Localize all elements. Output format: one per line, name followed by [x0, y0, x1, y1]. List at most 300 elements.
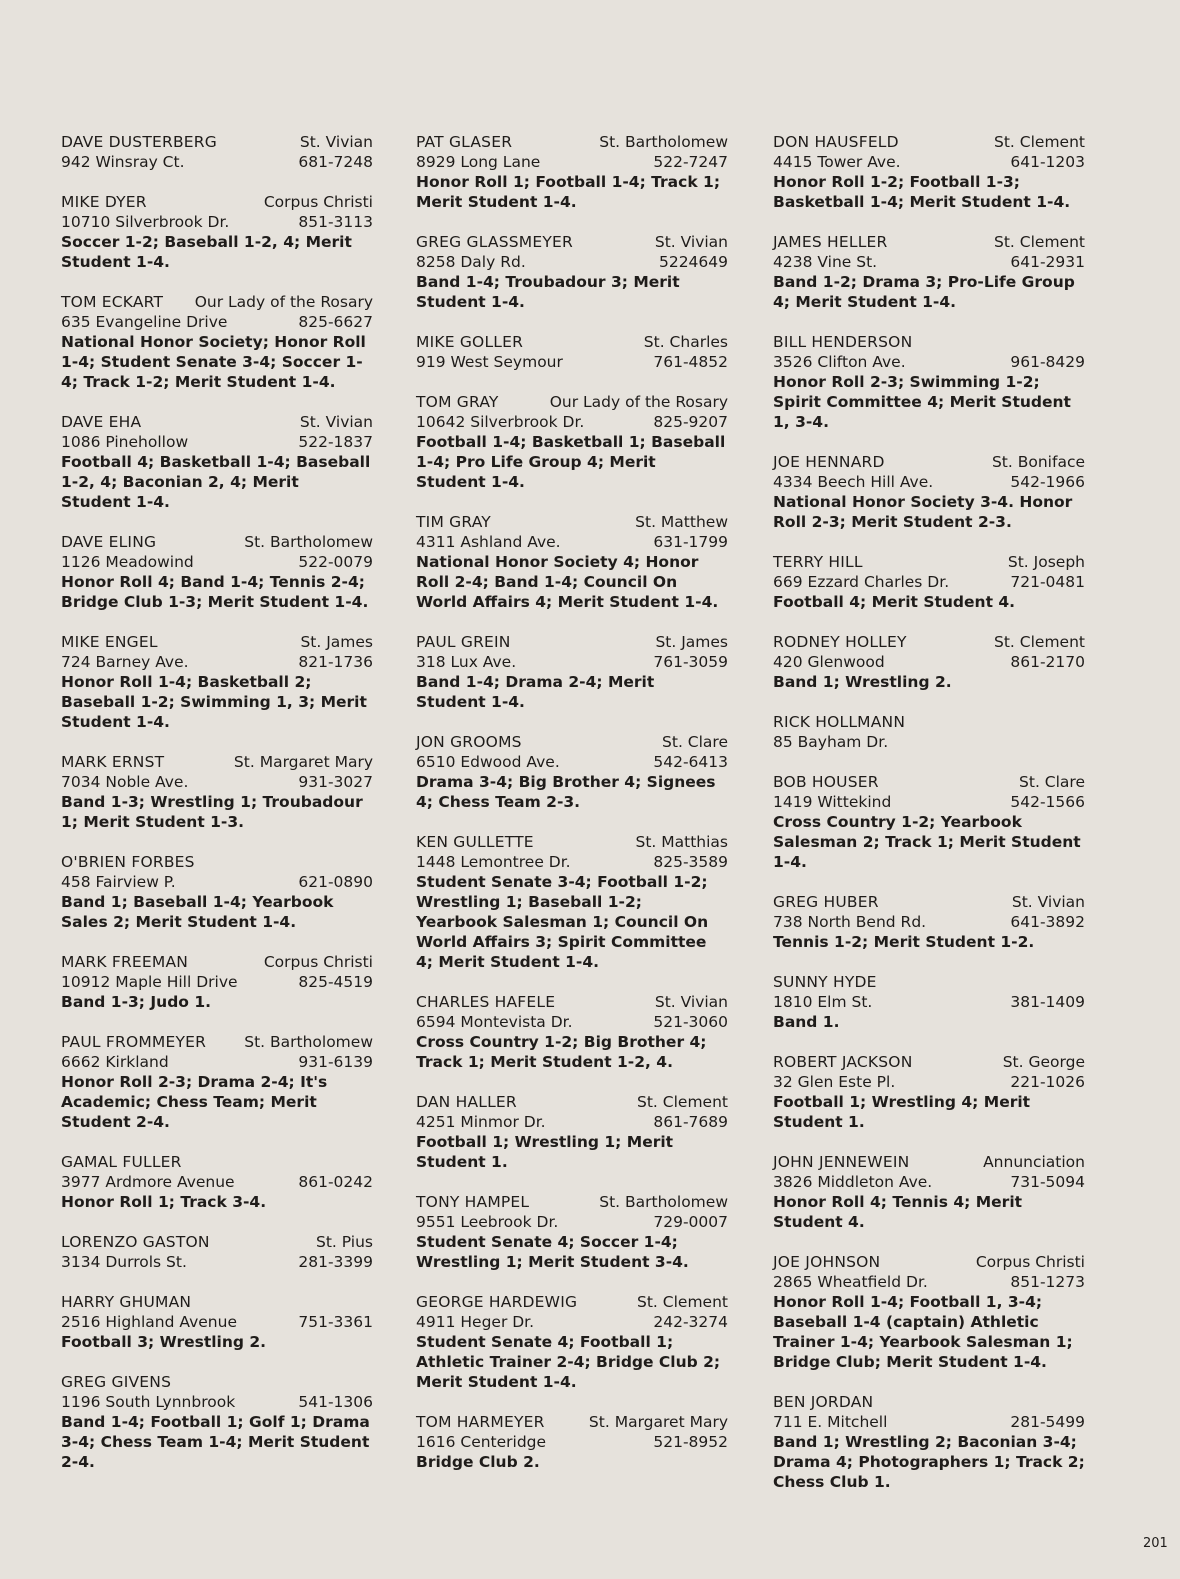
- street-address: 6662 Kirkland: [61, 1053, 169, 1071]
- entry-contact: [773, 1172, 1085, 1192]
- street-address: 919 West Seymour: [416, 353, 563, 371]
- entry-header: [416, 1412, 728, 1432]
- school-name: St. Vivian: [299, 133, 373, 151]
- student-entry: [773, 1052, 1085, 1132]
- entry-header: [416, 512, 728, 532]
- entry-header: [416, 732, 728, 752]
- entry-header: [773, 332, 1085, 352]
- school-name: St. Clare: [662, 733, 728, 751]
- entry-header: [773, 972, 1085, 992]
- entry-contact: [416, 752, 728, 772]
- student-name: BOB HOUSER: [773, 773, 879, 791]
- student-name: JON GROOMS: [416, 733, 522, 751]
- activities-list: Soccer 1-2; Baseball 1-2, 4; Merit Student 1-4.: [61, 233, 352, 271]
- student-name: PAT GLASER: [416, 133, 513, 151]
- activities-list: Football 1; Wrestling 1; Merit Student 1.: [416, 1133, 674, 1171]
- entry-header: [61, 1372, 373, 1392]
- student-entry: [416, 1292, 728, 1392]
- street-address: 1086 Pinehollow: [61, 433, 189, 451]
- student-name: TOM GRAY: [416, 393, 499, 411]
- entry-contact: [61, 1312, 373, 1332]
- student-name: MIKE GOLLER: [416, 333, 524, 351]
- student-entry: [773, 552, 1085, 612]
- street-address: 4911 Heger Dr.: [416, 1313, 535, 1331]
- school-name: St. Clement: [994, 133, 1085, 151]
- entry-contact: [61, 1172, 373, 1192]
- phone-number: 729-0007: [653, 1213, 728, 1231]
- student-entry: [416, 992, 728, 1072]
- entry-contact: [61, 1392, 373, 1412]
- student-entry: [61, 1372, 373, 1472]
- entry-header: [773, 712, 1085, 732]
- entry-header: [61, 132, 373, 152]
- student-entry: [773, 712, 1085, 752]
- directory-column-1: [61, 132, 373, 1492]
- student-entry: [773, 332, 1085, 432]
- school-name: St. Clare: [1019, 773, 1085, 791]
- phone-number: 751-3361: [298, 1313, 373, 1331]
- student-name: O'BRIEN FORBES: [61, 853, 195, 871]
- street-address: 10642 Silverbrook Dr.: [416, 413, 585, 431]
- entry-header: [416, 1292, 728, 1312]
- phone-number: 721-0481: [1010, 573, 1085, 591]
- entry-contact: [773, 152, 1085, 172]
- entry-contact: [773, 1412, 1085, 1432]
- street-address: 635 Evangeline Drive: [61, 313, 228, 331]
- school-name: Our Lady of the Rosary: [194, 293, 373, 311]
- street-address: 458 Fairview P.: [61, 873, 176, 891]
- activities-list: Football 4; Basketball 1-4; Baseball 1-2, 4; Baconian 2, 4; Merit Student 1-4.: [61, 453, 371, 511]
- student-entry: [416, 832, 728, 972]
- entry-header: [61, 412, 373, 432]
- student-entry: [416, 1412, 728, 1472]
- entry-header: [416, 1092, 728, 1112]
- school-name: Corpus Christi: [263, 193, 373, 211]
- student-name: PAUL GREIN: [416, 633, 511, 651]
- entry-contact: [416, 152, 728, 172]
- entry-contact: [773, 732, 1085, 752]
- student-name: TONY HAMPEL: [416, 1193, 530, 1211]
- activities-list: Band 1; Wrestling 2; Baconian 3-4; Drama 4; Photographers 1; Track 2; Chess Club 1.: [773, 1433, 1085, 1491]
- student-name: MIKE DYER: [61, 193, 147, 211]
- school-name: Annunciation: [983, 1153, 1085, 1171]
- school-name: St. Vivian: [654, 233, 728, 251]
- student-entry: [416, 332, 728, 372]
- street-address: 1126 Meadowind: [61, 553, 194, 571]
- student-entry: [61, 132, 373, 172]
- street-address: 9551 Leebrook Dr.: [416, 1213, 559, 1231]
- activities-list: Football 3; Wrestling 2.: [61, 1333, 267, 1351]
- student-name: GREG HUBER: [773, 893, 879, 911]
- school-name: St. Clement: [994, 633, 1085, 651]
- student-entry: [61, 1292, 373, 1352]
- activities-list: Band 1-2; Drama 3; Pro-Life Group 4; Merit Student 1-4.: [773, 273, 1075, 311]
- student-name: TERRY HILL: [773, 553, 863, 571]
- activities-list: National Honor Society 3-4. Honor Roll 2-3; Merit Student 2-3.: [773, 493, 1073, 531]
- school-name: St. Matthew: [635, 513, 728, 531]
- street-address: 942 Winsray Ct.: [61, 153, 185, 171]
- street-address: 2865 Wheatfield Dr.: [773, 1273, 928, 1291]
- student-name: JAMES HELLER: [773, 233, 888, 251]
- school-name: St. Bartholomew: [244, 533, 373, 551]
- phone-number: 541-1306: [298, 1393, 373, 1411]
- entry-header: [61, 632, 373, 652]
- entry-contact: [416, 652, 728, 672]
- street-address: 4251 Minmor Dr.: [416, 1113, 546, 1131]
- activities-list: Student Senate 3-4; Football 1-2; Wrestling 1; Baseball 1-2; Yearbook Salesman 1; Council On World Affairs 3; Spirit Committee 4; Merit Student 1-4.: [416, 873, 709, 971]
- phone-number: 931-3027: [298, 773, 373, 791]
- student-entry: [61, 1032, 373, 1132]
- student-name: SUNNY HYDE: [773, 973, 877, 991]
- activities-list: National Honor Society; Honor Roll 1-4; Student Senate 3-4; Soccer 1-4; Track 1-2; Merit Student 1-4.: [61, 333, 366, 391]
- entry-contact: [416, 1432, 728, 1452]
- entry-contact: [61, 152, 373, 172]
- phone-number: 641-3892: [1010, 913, 1085, 931]
- student-entry: [61, 532, 373, 612]
- street-address: 669 Ezzard Charles Dr.: [773, 573, 950, 591]
- entry-contact: [416, 852, 728, 872]
- student-name: DAVE EHA: [61, 413, 142, 431]
- entry-contact: [416, 532, 728, 552]
- activities-list: Band 1.: [773, 1013, 840, 1031]
- school-name: St. Vivian: [299, 413, 373, 431]
- street-address: 3134 Durrols St.: [61, 1253, 187, 1271]
- entry-contact: [773, 652, 1085, 672]
- student-entry: [416, 1192, 728, 1272]
- phone-number: 631-1799: [653, 533, 728, 551]
- directory-column-3: [773, 132, 1085, 1512]
- street-address: 10912 Maple Hill Drive: [61, 973, 238, 991]
- entry-header: [416, 332, 728, 352]
- entry-header: [61, 752, 373, 772]
- phone-number: 761-3059: [653, 653, 728, 671]
- directory-column-2: [416, 132, 728, 1492]
- student-entry: [416, 632, 728, 712]
- entry-header: [61, 952, 373, 972]
- school-name: St. Vivian: [1011, 893, 1085, 911]
- activities-list: Football 4; Merit Student 4.: [773, 593, 1016, 611]
- entry-header: [416, 392, 728, 412]
- activities-list: Honor Roll 1-2; Football 1-3; Basketball 1-4; Merit Student 1-4.: [773, 173, 1071, 211]
- entry-contact: [61, 1252, 373, 1272]
- street-address: 4415 Tower Ave.: [773, 153, 901, 171]
- school-name: St. Bartholomew: [599, 133, 728, 151]
- street-address: 1616 Centeridge: [416, 1433, 547, 1451]
- student-entry: [773, 1152, 1085, 1232]
- phone-number: 281-5499: [1010, 1413, 1085, 1431]
- street-address: 85 Bayham Dr.: [773, 733, 889, 751]
- activities-list: Drama 3-4; Big Brother 4; Signees 4; Chess Team 2-3.: [416, 773, 716, 811]
- entry-contact: [416, 1212, 728, 1232]
- phone-number: 542-1566: [1010, 793, 1085, 811]
- student-name: GREG GLASSMEYER: [416, 233, 573, 251]
- entry-contact: [416, 1312, 728, 1332]
- student-name: GEORGE HARDEWIG: [416, 1293, 578, 1311]
- phone-number: 641-1203: [1010, 153, 1085, 171]
- school-name: St. Margaret Mary: [588, 1413, 728, 1431]
- entry-header: [416, 832, 728, 852]
- student-name: HARRY GHUMAN: [61, 1293, 192, 1311]
- entry-header: [61, 532, 373, 552]
- student-name: JOE JOHNSON: [773, 1253, 881, 1271]
- entry-contact: [61, 212, 373, 232]
- phone-number: 542-1966: [1010, 473, 1085, 491]
- entry-header: [416, 1192, 728, 1212]
- student-entry: [773, 232, 1085, 312]
- street-address: 2516 Highland Avenue: [61, 1313, 237, 1331]
- entry-contact: [61, 552, 373, 572]
- entry-header: [61, 1292, 373, 1312]
- student-name: PAUL FROMMEYER: [61, 1033, 207, 1051]
- activities-list: Band 1-4; Football 1; Golf 1; Drama 3-4; Chess Team 1-4; Merit Student 2-4.: [61, 1413, 370, 1471]
- student-name: KEN GULLETTE: [416, 833, 534, 851]
- activities-list: Band 1; Wrestling 2.: [773, 673, 952, 691]
- entry-contact: [773, 792, 1085, 812]
- school-name: Corpus Christi: [263, 953, 373, 971]
- phone-number: 522-0079: [298, 553, 373, 571]
- entry-header: [416, 992, 728, 1012]
- student-name: RODNEY HOLLEY: [773, 633, 907, 651]
- entry-contact: [61, 972, 373, 992]
- activities-list: Honor Roll 2-3; Swimming 1-2; Spirit Committee 4; Merit Student 1, 3-4.: [773, 373, 1071, 431]
- street-address: 1810 Elm St.: [773, 993, 873, 1011]
- student-entry: [416, 132, 728, 212]
- street-address: 10710 Silverbrook Dr.: [61, 213, 230, 231]
- activities-list: Cross Country 1-2; Yearbook Salesman 2; Track 1; Merit Student 1-4.: [773, 813, 1081, 871]
- phone-number: 861-0242: [298, 1173, 373, 1191]
- phone-number: 381-1409: [1010, 993, 1085, 1011]
- street-address: 3826 Middleton Ave.: [773, 1173, 933, 1191]
- street-address: 7034 Noble Ave.: [61, 773, 189, 791]
- activities-list: Honor Roll 1; Football 1-4; Track 1; Merit Student 1-4.: [416, 173, 721, 211]
- entry-contact: [773, 1272, 1085, 1292]
- entry-header: [61, 292, 373, 312]
- phone-number: 5224649: [658, 253, 728, 271]
- student-name: DAVE DUSTERBERG: [61, 133, 217, 151]
- entry-header: [773, 1052, 1085, 1072]
- phone-number: 521-3060: [653, 1013, 728, 1031]
- student-entry: [773, 1392, 1085, 1492]
- phone-number: 861-7689: [653, 1113, 728, 1131]
- school-name: St. Bartholomew: [244, 1033, 373, 1051]
- phone-number: 281-3399: [298, 1253, 373, 1271]
- student-name: RICK HOLLMANN: [773, 713, 906, 731]
- entry-header: [773, 452, 1085, 472]
- street-address: 1196 South Lynnbrook: [61, 1393, 236, 1411]
- phone-number: 825-9207: [653, 413, 728, 431]
- entry-header: [773, 1152, 1085, 1172]
- school-name: St. Charles: [643, 333, 728, 351]
- entry-contact: [773, 572, 1085, 592]
- student-name: BEN JORDAN: [773, 1393, 874, 1411]
- activities-list: Football 1; Wrestling 4; Merit Student 1.: [773, 1093, 1031, 1131]
- student-entry: [773, 772, 1085, 872]
- activities-list: Bridge Club 2.: [416, 1453, 540, 1471]
- street-address: 318 Lux Ave.: [416, 653, 517, 671]
- street-address: 738 North Bend Rd.: [773, 913, 927, 931]
- phone-number: 242-3274: [653, 1313, 728, 1331]
- entry-header: [773, 632, 1085, 652]
- entry-header: [61, 1232, 373, 1252]
- student-name: TOM ECKART: [61, 293, 164, 311]
- phone-number: 522-1837: [298, 433, 373, 451]
- student-name: DAVE ELING: [61, 533, 157, 551]
- street-address: 4311 Ashland Ave.: [416, 533, 561, 551]
- student-entry: [416, 732, 728, 812]
- phone-number: 825-4519: [298, 973, 373, 991]
- activities-list: Cross Country 1-2; Big Brother 4; Track 1; Merit Student 1-2, 4.: [416, 1033, 707, 1071]
- entry-contact: [773, 252, 1085, 272]
- entry-contact: [773, 992, 1085, 1012]
- activities-list: Honor Roll 2-3; Drama 2-4; It's Academic; Chess Team; Merit Student 2-4.: [61, 1073, 328, 1131]
- entry-header: [773, 232, 1085, 252]
- entry-contact: [773, 472, 1085, 492]
- phone-number: 681-7248: [298, 153, 373, 171]
- student-name: TIM GRAY: [416, 513, 491, 531]
- entry-header: [773, 1392, 1085, 1412]
- school-name: St. Clement: [994, 233, 1085, 251]
- entry-contact: [416, 1112, 728, 1132]
- street-address: 32 Glen Este Pl.: [773, 1073, 896, 1091]
- street-address: 4238 Vine St.: [773, 253, 878, 271]
- student-entry: [61, 412, 373, 512]
- student-entry: [61, 952, 373, 1012]
- activities-list: Band 1-4; Troubadour 3; Merit Student 1-4.: [416, 273, 680, 311]
- student-name: JOE HENNARD: [773, 453, 885, 471]
- school-name: St. Joseph: [1007, 553, 1085, 571]
- entry-header: [416, 232, 728, 252]
- street-address: 1448 Lemontree Dr.: [416, 853, 571, 871]
- street-address: 3526 Clifton Ave.: [773, 353, 906, 371]
- entry-header: [61, 852, 373, 872]
- school-name: St. George: [1002, 1053, 1085, 1071]
- student-name: ROBERT JACKSON: [773, 1053, 913, 1071]
- phone-number: 961-8429: [1010, 353, 1085, 371]
- student-entry: [773, 132, 1085, 212]
- school-name: St. Vivian: [654, 993, 728, 1011]
- phone-number: 861-2170: [1010, 653, 1085, 671]
- student-entry: [416, 512, 728, 612]
- entry-header: [773, 132, 1085, 152]
- activities-list: Band 1-3; Judo 1.: [61, 993, 212, 1011]
- entry-header: [416, 632, 728, 652]
- phone-number: 851-3113: [298, 213, 373, 231]
- student-name: MARK ERNST: [61, 753, 165, 771]
- activities-list: Band 1-3; Wrestling 1; Troubadour 1; Merit Student 1-3.: [61, 793, 363, 831]
- phone-number: 542-6413: [653, 753, 728, 771]
- school-name: St. Margaret Mary: [233, 753, 373, 771]
- entry-header: [61, 1032, 373, 1052]
- street-address: 4334 Beech Hill Ave.: [773, 473, 934, 491]
- school-name: St. James: [300, 633, 373, 651]
- phone-number: 825-3589: [653, 853, 728, 871]
- activities-list: Tennis 1-2; Merit Student 1-2.: [773, 933, 1035, 951]
- phone-number: 731-5094: [1010, 1173, 1085, 1191]
- street-address: 8929 Long Lane: [416, 153, 541, 171]
- school-name: St. Bartholomew: [599, 1193, 728, 1211]
- entry-contact: [61, 1052, 373, 1072]
- student-name: DAN HALLER: [416, 1093, 517, 1111]
- student-name: GAMAL FULLER: [61, 1153, 182, 1171]
- activities-list: Honor Roll 4; Tennis 4; Merit Student 4.: [773, 1193, 1023, 1231]
- entry-contact: [416, 252, 728, 272]
- student-entry: [773, 972, 1085, 1032]
- entry-header: [61, 1152, 373, 1172]
- street-address: 6510 Edwood Ave.: [416, 753, 560, 771]
- school-name: St. Matthias: [635, 833, 728, 851]
- student-name: GREG GIVENS: [61, 1373, 172, 1391]
- student-entry: [61, 1232, 373, 1272]
- entry-header: [773, 1252, 1085, 1272]
- student-name: DON HAUSFELD: [773, 133, 899, 151]
- student-name: CHARLES HAFELE: [416, 993, 556, 1011]
- student-entry: [61, 1152, 373, 1212]
- activities-list: Honor Roll 1-4; Football 1, 3-4; Baseball 1-4 (captain) Athletic Trainer 1-4; Yearbook Salesman 1; Bridge Club; Merit Student 1-4.: [773, 1293, 1073, 1371]
- student-entry: [773, 632, 1085, 692]
- entry-header: [773, 772, 1085, 792]
- school-name: St. Clement: [637, 1093, 728, 1111]
- entry-contact: [61, 652, 373, 672]
- entry-contact: [773, 912, 1085, 932]
- phone-number: 521-8952: [653, 1433, 728, 1451]
- school-name: St. Boniface: [991, 453, 1085, 471]
- school-name: Our Lady of the Rosary: [549, 393, 728, 411]
- entry-contact: [773, 1072, 1085, 1092]
- entry-contact: [61, 772, 373, 792]
- student-name: MARK FREEMAN: [61, 953, 189, 971]
- page-number: 201: [1143, 1536, 1168, 1551]
- activities-list: Football 1-4; Basketball 1; Baseball 1-4; Pro Life Group 4; Merit Student 1-4.: [416, 433, 726, 491]
- entry-header: [416, 132, 728, 152]
- school-name: Corpus Christi: [975, 1253, 1085, 1271]
- activities-list: Student Senate 4; Football 1; Athletic Trainer 2-4; Bridge Club 2; Merit Student 1-4.: [416, 1333, 721, 1391]
- student-entry: [773, 452, 1085, 532]
- phone-number: 621-0890: [298, 873, 373, 891]
- student-entry: [61, 852, 373, 932]
- phone-number: 821-1736: [298, 653, 373, 671]
- student-name: JOHN JENNEWEIN: [773, 1153, 910, 1171]
- school-name: St. Pius: [316, 1233, 373, 1251]
- entry-header: [61, 192, 373, 212]
- entry-contact: [416, 412, 728, 432]
- activities-list: Honor Roll 1-4; Basketball 2; Baseball 1-2; Swimming 1, 3; Merit Student 1-4.: [61, 673, 367, 731]
- street-address: 1419 Wittekind: [773, 793, 892, 811]
- student-entry: [773, 1252, 1085, 1372]
- entry-contact: [416, 1012, 728, 1032]
- student-entry: [61, 752, 373, 832]
- phone-number: 931-6139: [298, 1053, 373, 1071]
- student-entry: [61, 292, 373, 392]
- phone-number: 641-2931: [1010, 253, 1085, 271]
- student-entry: [773, 892, 1085, 952]
- street-address: 8258 Daly Rd.: [416, 253, 526, 271]
- phone-number: 221-1026: [1010, 1073, 1085, 1091]
- school-name: St. Clement: [637, 1293, 728, 1311]
- student-entry: [416, 392, 728, 492]
- student-entry: [61, 192, 373, 272]
- street-address: 3977 Ardmore Avenue: [61, 1173, 235, 1191]
- entry-header: [773, 552, 1085, 572]
- phone-number: 825-6627: [298, 313, 373, 331]
- student-entry: [61, 632, 373, 732]
- phone-number: 761-4852: [653, 353, 728, 371]
- activities-list: Band 1-4; Drama 2-4; Merit Student 1-4.: [416, 673, 655, 711]
- street-address: 6594 Montevista Dr.: [416, 1013, 573, 1031]
- activities-list: Honor Roll 4; Band 1-4; Tennis 2-4; Bridge Club 1-3; Merit Student 1-4.: [61, 573, 369, 611]
- street-address: 724 Barney Ave.: [61, 653, 189, 671]
- phone-number: 522-7247: [653, 153, 728, 171]
- entry-contact: [61, 872, 373, 892]
